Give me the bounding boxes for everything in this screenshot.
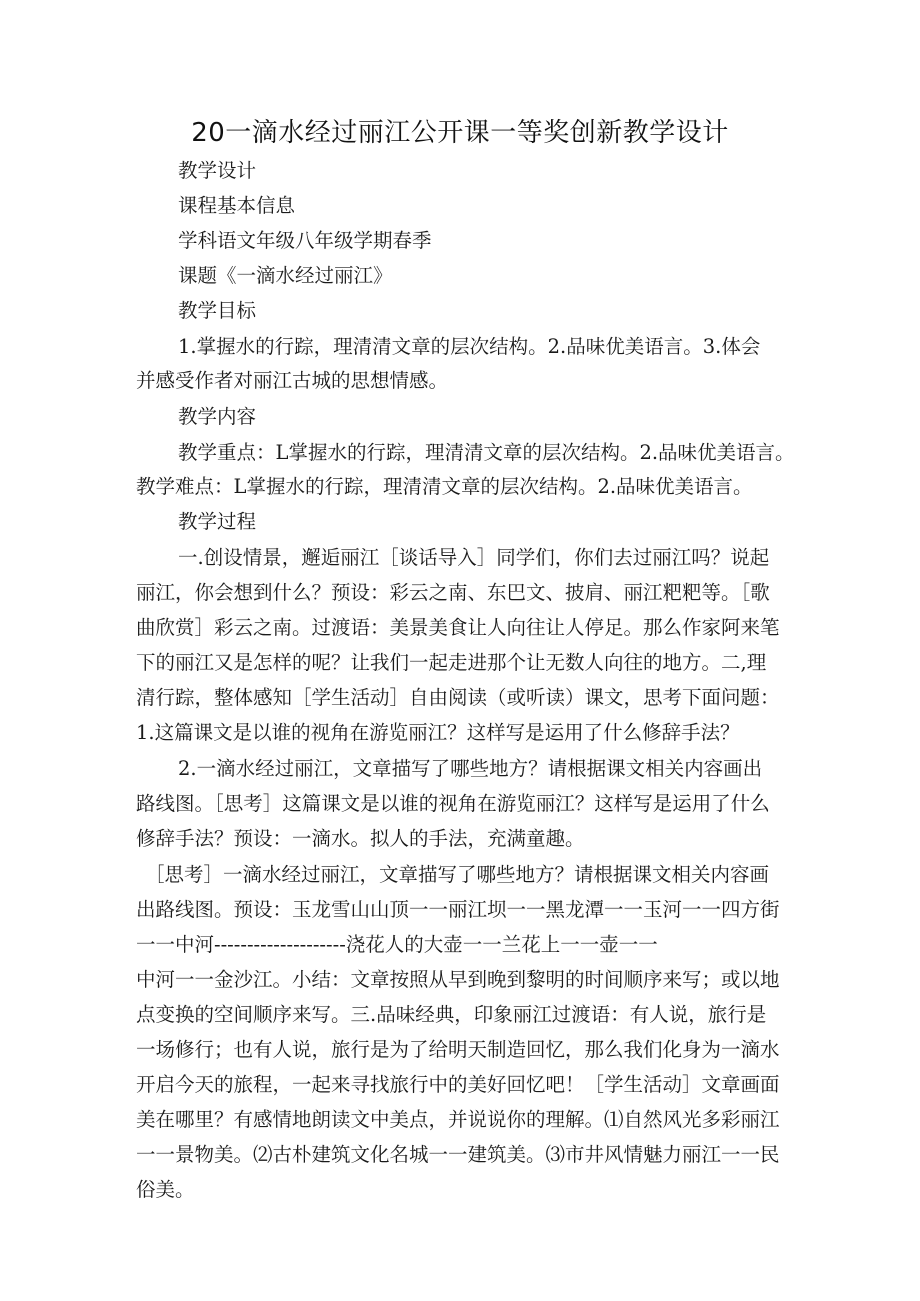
paragraph-line: 修辞手法？预设：一滴水。拟人的手法，充满童趣。 (136, 827, 585, 850)
lesson-topic: 课题《一滴水经过丽江》 (178, 264, 393, 287)
paragraph-line: 美在哪里？有感情地朗读文中美点，并说说你的理解。⑴自然风光多彩丽江 (136, 1108, 780, 1131)
paragraph-line: 一一中河--------------------浇花人的大壶一一兰花上一一壶一一 (136, 933, 658, 956)
paragraph-line: 教学重点：L掌握水的行踪，理清清文章的层次结构。2.品味优美语言。 (178, 441, 795, 464)
paragraph-line: ［思考］一滴水经过丽江，文章描写了哪些地方？请根据课文相关内容画 (145, 863, 770, 886)
paragraph-line: 中河一一金沙江。小结：文章按照从早到晚到黎明的时间顺序来写；或以地 (136, 968, 780, 991)
heading-teaching-design: 教学设计 (178, 159, 257, 182)
paragraph-line: 清行踪，整体感知［学生活动］自由阅读（或听读）课文，思考下面问题： (136, 686, 780, 709)
paragraph-line: 路线图。［思考］这篇课文是以谁的视角在游览丽江？这样写是运用了什么 (136, 792, 770, 815)
paragraph-line: 并感受作者对丽江古城的思想情感。 (136, 369, 449, 392)
heading-teaching-process: 教学过程 (178, 510, 257, 533)
paragraph-line: 出路线图。预设：玉龙雪山山顶一一丽江坝一一黑龙潭一一玉河一一四方街 (136, 898, 780, 921)
paragraph-line: 1.掌握水的行踪，理清清文章的层次结构。2.品味优美语言。3.体会 (178, 335, 761, 358)
subject-grade-term: 学科语文年级八年级学期春季 (178, 229, 432, 252)
paragraph-line: 丽江，你会想到什么？预设：彩云之南、东巴文、披肩、丽江粑粑等。［歌 (136, 581, 770, 604)
paragraph-line: 开启今天的旅程，一起来寻找旅行中的美好回忆吧！［学生活动］文章画面 (136, 1073, 780, 1096)
paragraph-line: 2.一滴水经过丽江，文章描写了哪些地方？请根据课文相关内容画出 (178, 757, 763, 780)
paragraph-line: 一场修行；也有人说，旅行是为了给明天制造回忆，那么我们化身为一滴水 (136, 1038, 780, 1061)
paragraph-line: 教学难点：L掌握水的行踪，理清清文章的层次结构。2.品味优美语言。 (136, 475, 753, 498)
paragraph-line: 一一景物美。⑵古朴建筑文化名城一一建筑美。⑶市井风情魅力丽江一一民 (136, 1143, 780, 1166)
heading-teaching-goals: 教学目标 (178, 299, 257, 322)
document-title: 20一滴水经过丽江公开课一等奖创新教学设计 (191, 118, 729, 148)
heading-course-info: 课程基本信息 (178, 194, 296, 217)
paragraph-line: 下的丽江又是怎样的呢？让我们一起走进那个让无数人向往的地方。二,理 (136, 651, 767, 674)
paragraph-line: 一.创设情景，邂逅丽江［谈话导入］同学们，你们去过丽江吗？说起 (178, 546, 770, 569)
paragraph-line: 1.这篇课文是以谁的视角在游览丽江？这样写是运用了什么修辞手法？ (136, 721, 740, 744)
paragraph-line: 俗美。 (136, 1178, 195, 1201)
paragraph-line: 点变换的空间顺序来写。三.品味经典，印象丽江过渡语：有人说，旅行是 (136, 1003, 767, 1026)
paragraph-line: 曲欣赏］彩云之南。过渡语：美景美食让人向往让人停足。那么作家阿来笔 (136, 616, 780, 639)
heading-teaching-content: 教学内容 (178, 405, 257, 428)
